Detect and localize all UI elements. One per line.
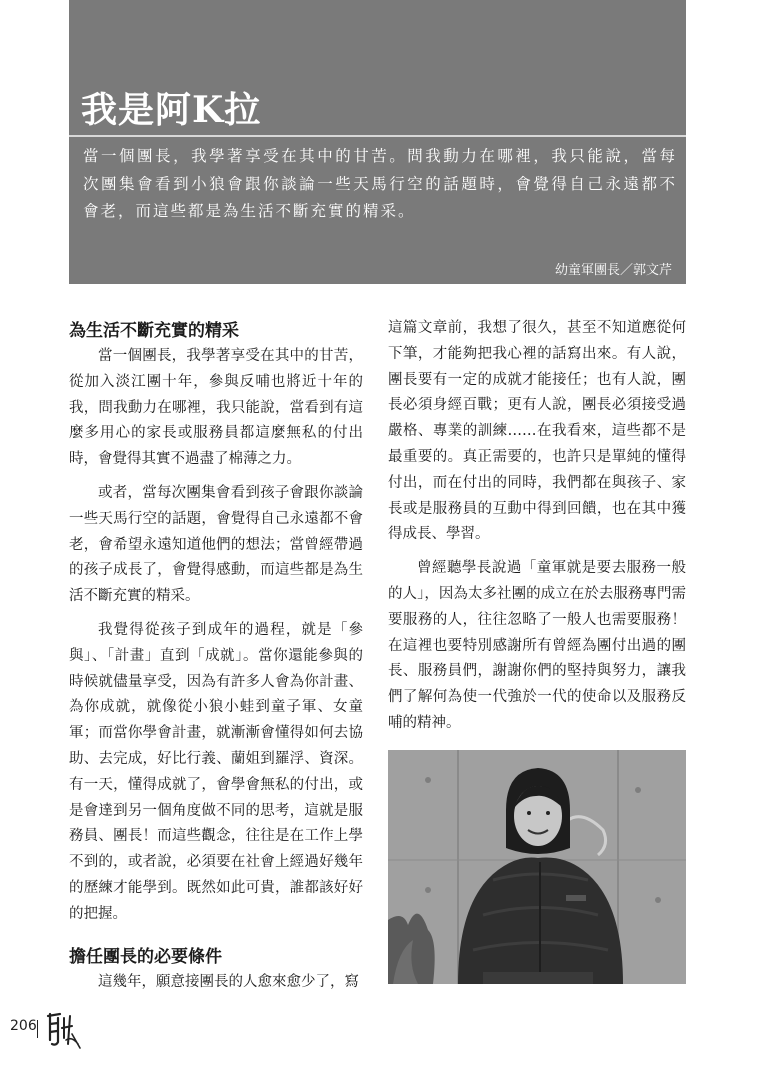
footer-divider (37, 1020, 38, 1038)
title-divider (69, 135, 686, 137)
page-title: 我是阿K拉 (81, 89, 262, 131)
paragraph: 這幾年，願意接團長的人愈來愈少了，寫 (98, 973, 359, 990)
paragraph: 當一個團長，我學著享受在其中的甘苦，從加入淡江團十年，參與反哺也將近十年的我，問我動力在哪裡，我只能說，當看到有這麼多用心的家長或服務員都這麼無私的付出時，會覺得其實不過盡了棉薄之力。 (69, 348, 363, 468)
paragraph: 我覺得從孩子到成年的過程，就是「參與」、「計畫」直到「成就」。當你還能參與的時候就儘量享受，因為有許多人會為你計畫、為你成就，就像從小狼小蛙到童子軍、女童軍；而當你學會計畫，就漸漸會懂得如何去協助、去完成，好比行義、蘭姐到羅浮、資深。有一天，懂得成就了，會學會無私的付出，或是會達到另一個角度做不同的思考，這就是服務員、團長！而這些觀念，往往是在工作上學不到的，或者說，必須要在社會上經過好幾年的歷練才能學到。既然如此可貴，誰都該好好的把握。 (69, 621, 363, 922)
portrait-photo (388, 750, 686, 984)
left-column (69, 318, 363, 995)
paragraph: 曾經聽學長說過「童軍就是要去服務一般的人」，因為太多社團的成立在於去服務專門需要服務的人，往往忽略了一般人也需要服務！在這裡也要特別感謝所有曾經為團付出過的團長、服務員們，謝謝你們的堅持與努力，讓我們了解何為使一代強於一代的使命以及服務反哺的精神。 (388, 560, 686, 731)
section-heading: 為生活不斷充實的精采 (69, 321, 239, 341)
paragraph: 這篇文章前，我想了很久，甚至不知道應從何下筆，才能夠把我心裡的話寫出來。有人說，團長要有一定的成就才能接任；也有人說，團長必須身經百戰；更有人說，團長必須接受過嚴格、專業的訓練……在我看來，這些都不是最重要的。真正需要的，也許只是單純的懂得付出，而在付出的同時，我們都在與孩子、家長或是服務員的互動中得到回饋，也在其中獲得成長、學習。 (388, 320, 686, 543)
intro-text: 當一個團長，我學著享受在其中的甘苦。問我動力在哪裡，我只能說，當每次團集會看到小狼會跟你談論一些天馬行空的話題時，會覺得自己永遠都不會老，而這些都是為生活不斷充實的精采。 (83, 147, 677, 220)
header-banner (69, 0, 686, 284)
right-column (388, 316, 686, 737)
page-number: 206 (10, 1018, 37, 1034)
author-byline: 幼童軍團長／郭文芹 (554, 263, 672, 278)
magazine-logo-icon (42, 1010, 84, 1050)
section-heading: 擔任團長的必要條件 (69, 946, 222, 967)
paragraph: 或者，當每次團集會看到孩子會跟你談論一些天馬行空的話題，會覺得自己永遠都不會老，會希望永遠知道他們的想法；當曾經帶過的孩子成長了，會覺得感動，而這些都是為生活不斷充實的精采。 (69, 484, 363, 605)
